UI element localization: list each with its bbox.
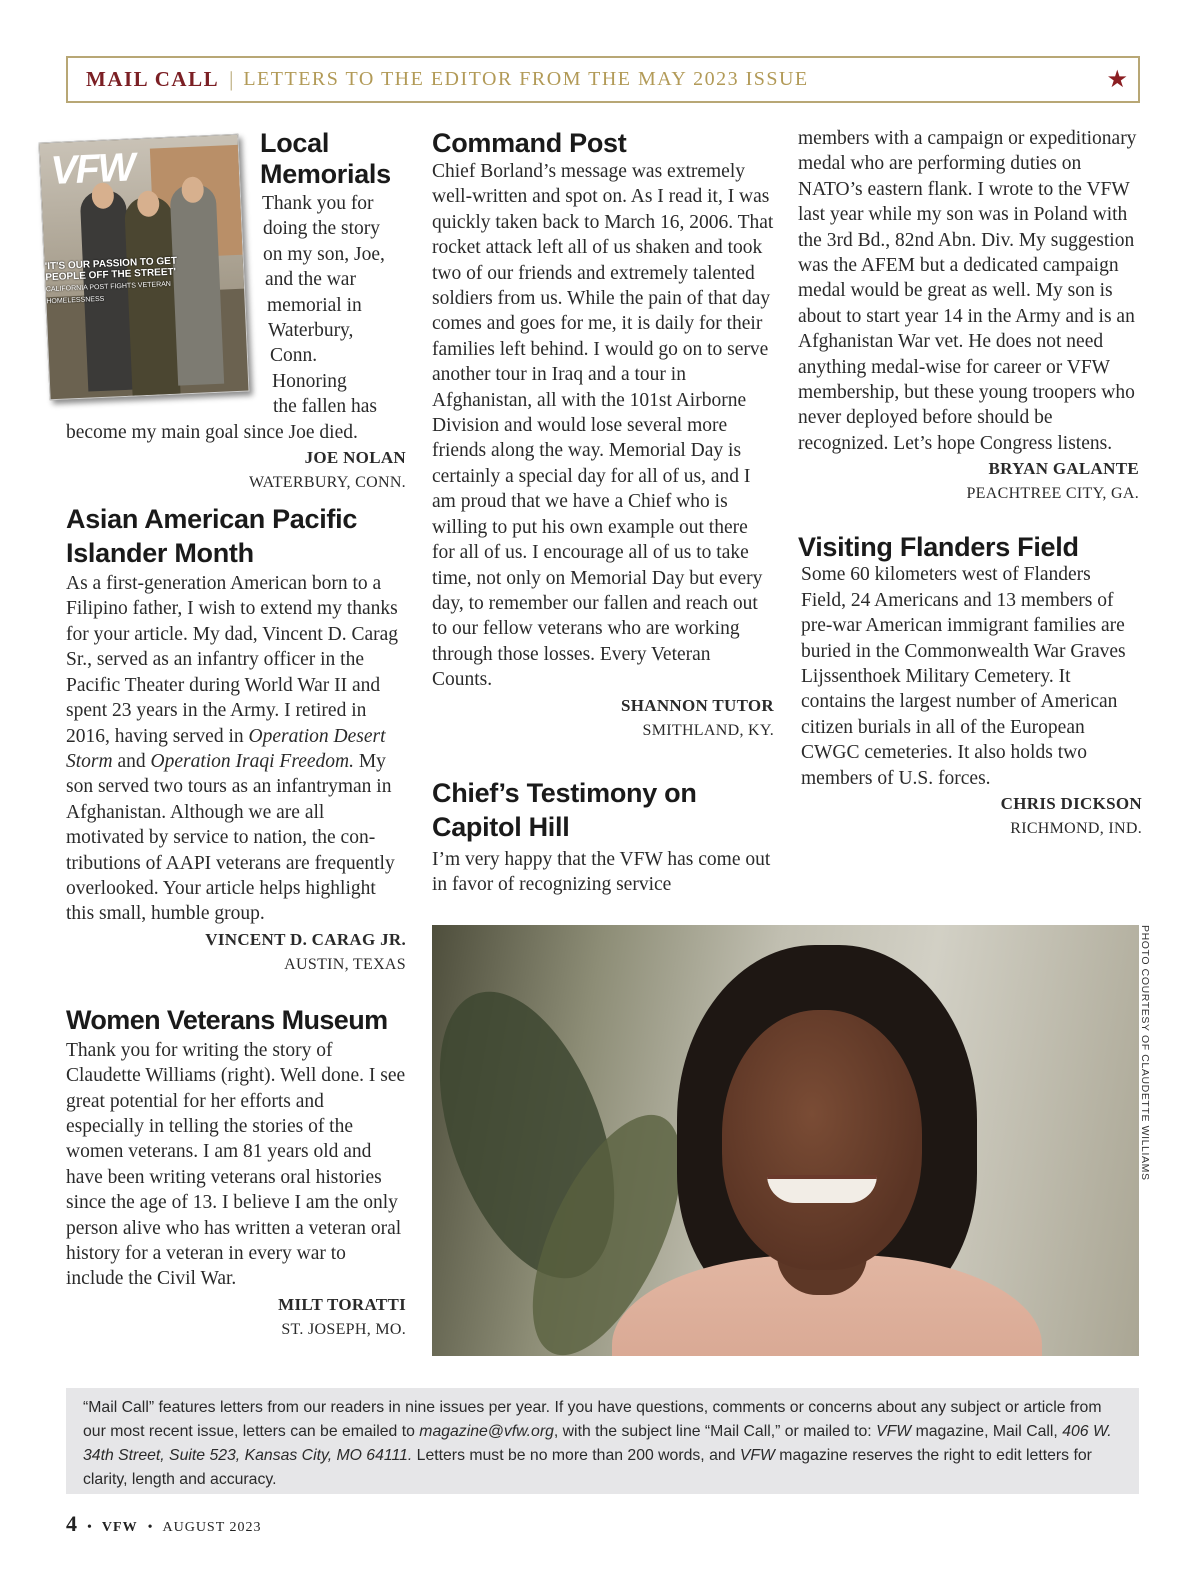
header-separator: | — [229, 67, 234, 91]
signature-chris-dickson: CHRIS DICKSON RICHMOND, IND. — [1000, 793, 1142, 837]
letter-body-command-post: Chief Borland’s message was extremely well-written and spot on. As I read it, I was quickly taken back to March 16, 2006. That rocket attack left all of us shaken and took two of our friends and extremely talented soldiers from us. While the pain of that day comes and goes for me, it is daily for their families left behind. I would go on to serve another tour in Iraq and a tour in Afghanistan, all with the 101st Airborne Division and would lose several more friends along the way. Memorial Day is certainly a special day for all of us, and I am proud that we have a Chief who is willing to put his own example out there for all of us. I encourage all of us to take time, not only on Memorial Day but every day, to remember our fallen and reach out to our fellow veterans who are working through those losses. Every Veteran Counts. — [432, 161, 774, 691]
section-subtitle: LETTERS TO THE EDITOR FROM THE MAY 2023 ISSUE — [243, 68, 809, 90]
section-title: MAIL CALL — [86, 67, 220, 91]
signature-bryan-galante: BRYAN GALANTE PEACHTREE CITY, GA. — [966, 459, 1139, 503]
letter-body-women-veterans-museum: Thank you for writing the story of Claudette Williams (right). Well done. I see great potential for her efforts and especially in telling the stories of the women veterans. I am 81 years old and have been writing veterans oral histories since the age of 13. I believe I am the only person alive who has written a veteran oral history for a veteran in every war to include the Civil War. — [66, 1039, 406, 1290]
bullet: • — [87, 1520, 92, 1535]
letter-body-chiefs-testimony: I’m very happy that the VFW has come out in favor of recognizing service — [432, 848, 771, 895]
letter-title-chiefs-testimony: Chief’s Testimony on Capitol Hill — [432, 777, 697, 842]
claudette-williams-photo — [432, 925, 1139, 1356]
page-folio — [66, 1511, 262, 1537]
issue-date: AUGUST 2023 — [162, 1520, 262, 1535]
column-2 — [432, 128, 774, 897]
cover-logo: VFW — [49, 145, 135, 193]
letter-title-visiting-flanders-field: Visiting Flanders Field — [798, 532, 1079, 563]
letter-body-chiefs-testimony-continued: members with a campaign or expeditionary medal who are performing duties on NATO’s eastern flank. I wrote to the VFW last year while my son was in Poland with the 3rd Bd., 82nd Abn. Div. My suggestion was the AFEM but a dedicated campaign medal would be great as well. My son is about to start year 14 in the Army and is an Afghanistan War vet. He does not need anything medal-wise for career or VFW membership, but these young troopers who never deployed before should be recognized. Let’s hope Congress listens. — [798, 128, 1137, 454]
signature-vincent-carag: VINCENT D. CARAG JR. AUSTIN, TEXAS — [205, 929, 406, 973]
magazine-name: VFW — [101, 1520, 138, 1535]
column-1 — [66, 128, 406, 1342]
letter-title-local-memorials: Local Memorials — [260, 128, 391, 189]
email-link[interactable]: magazine@vfw.org — [419, 1423, 554, 1440]
column-3 — [798, 126, 1142, 841]
page-number: 4 — [66, 1511, 77, 1536]
letter-body-visiting-flanders-field: Some 60 kilometers west of Flanders Field, 24 Americans and 13 members of pre-war American immigrant families are buried in the Commonwealth War Graves Lijssenthoek Military Cemetery. It contains the largest number of American citizen burials in all of the European CWGC cemeteries. It also holds two members of U.S. forces. — [801, 564, 1126, 789]
bullet: • — [147, 1520, 153, 1535]
letter-body-local-memorials: Thank you for doing the story on my son, Joe, and the war memorial in Waterbury, Conn. Honoring the fallen has become my main goal since Joe died. — [66, 193, 385, 443]
signature-milt-toratti: MILT TORATTI ST. JOSEPH, MO. — [278, 1294, 406, 1338]
mail-call-info-box: “Mail Call” features letters from our readers in nine issues per year. If you have questions, comments or concerns about any subject or article from our most recent issue, letters can be emailed to magazine@vfw.org, with the subject line “Mail Call,” or mailed to: VFW magazine, Mail Call, 406 W. 34th Street, Suite 523, Kansas City, MO 64111. Letters must be no more than 200 words, and VFW magazine reserves the right to edit letters for clarity, length and accuracy. — [66, 1388, 1139, 1494]
letter-title-women-veterans-museum: Women Veterans Museum — [66, 1004, 388, 1035]
photo-credit: PHOTO COURTESY OF CLAUDETTE WILLIAMS — [1139, 925, 1151, 1181]
section-header — [66, 56, 1140, 103]
letter-body-aapi: As a first-generation American born to a Filipino father, I wish to extend my thanks for your article. My dad, Vincent D. Carag Sr., served as an infantry officer in the Pacific Theater during World War II and spent 23 years in the Army. I retired in 2016, having served in Operation Desert Storm and Operation Iraqi Freedom. My son served two tours as an infantryman in Afghanistan. Although we are all motivated by service to nation, the contributions of AAPI veterans are frequently overlooked. Your article helps highlight this small, humble group. — [66, 573, 399, 925]
signature-joe-nolan: JOE NOLAN WATERBURY, CONN. — [249, 448, 406, 492]
letter-title-aapi: Asian American Pacific Islander Month — [66, 504, 358, 569]
letter-title-command-post: Command Post — [432, 128, 627, 158]
star-icon: ★ — [1106, 65, 1128, 93]
signature-shannon-tutor: SHANNON TUTOR SMITHLAND, KY. — [621, 695, 774, 739]
cover-headline: 'IT'S OUR PASSION TO GET PEOPLE OFF THE STREET' CALIFORNIA POST FIGHTS VETERAN HOMELESSNESS — [44, 255, 178, 306]
